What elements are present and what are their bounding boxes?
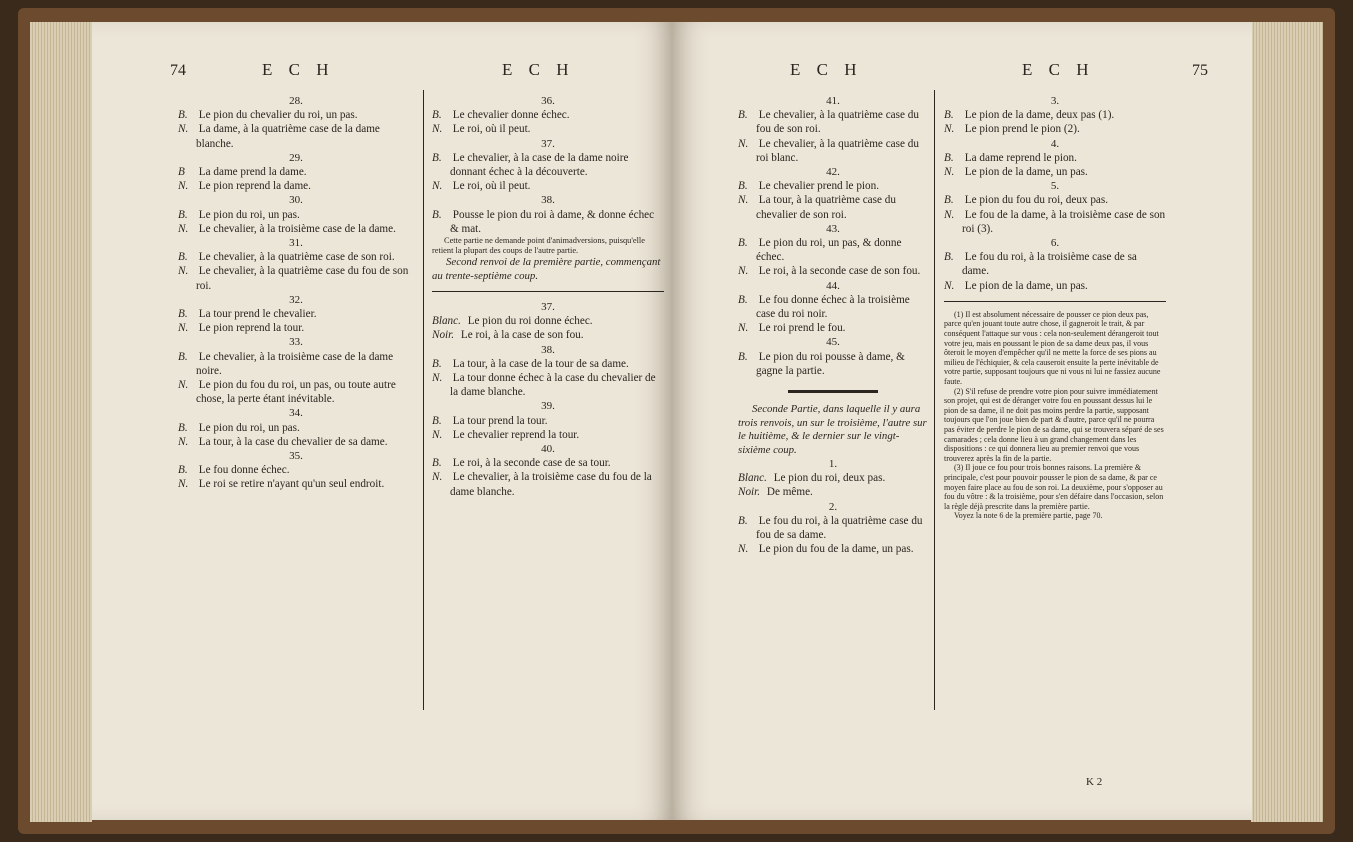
move-line: [432, 122, 664, 136]
move-line: [738, 485, 928, 499]
move-line: [944, 279, 1166, 293]
player-label: N.: [738, 194, 749, 207]
move-text: Le chevalier reprend la tour.: [450, 428, 580, 441]
player-label: B: [178, 166, 185, 179]
left-column-1: [178, 94, 414, 492]
move-number: 38.: [541, 343, 555, 356]
move-line: [738, 542, 928, 556]
move-line: [432, 414, 664, 428]
move-text: Le chevalier, à la troisième case de la dame.: [196, 222, 396, 235]
player-label: B.: [432, 357, 442, 370]
player-label: B.: [432, 109, 442, 122]
move-text: Le chevalier, à la quatrième case de son roi.: [196, 251, 395, 264]
move-number: 38.: [541, 194, 555, 207]
player-label: B.: [178, 251, 188, 264]
move-text: Le pion du chevalier du roi, un pas.: [196, 109, 358, 122]
player-label: N.: [738, 322, 749, 335]
move-text: Le chevalier, à la quatrième case du fou de son roi.: [756, 109, 919, 136]
move-text: De même.: [764, 486, 813, 499]
move-text: Le pion prend le pion (2).: [962, 123, 1080, 136]
move-text: Le roi, à la seconde case de sa tour.: [450, 457, 611, 470]
player-label: N.: [738, 137, 749, 150]
right-column-2: [944, 94, 1166, 521]
player-label: N.: [178, 265, 189, 278]
move-text: Le chevalier, à la troisième case du fou de la dame blanche.: [450, 471, 652, 498]
move-text: Le pion de la dame, un pas.: [962, 166, 1088, 179]
signature-mark: K 2: [1086, 776, 1103, 788]
page-edges-right: [1251, 22, 1323, 822]
player-label: N.: [944, 123, 955, 136]
player-label: N.: [178, 180, 189, 193]
move-number: 42.: [826, 166, 840, 179]
move-line: [944, 208, 1166, 236]
move-text: Le pion du roi, un pas, & donne échec.: [756, 237, 902, 264]
move-line: [432, 108, 664, 122]
player-label: B.: [178, 464, 188, 477]
page-edges-left: [30, 22, 92, 822]
move-line: [944, 165, 1166, 179]
move-number: 36.: [541, 95, 555, 107]
player-label: N.: [944, 279, 955, 292]
move-line: [178, 179, 414, 193]
move-line: [944, 108, 1166, 122]
page-number: 74: [170, 62, 186, 79]
player-label: N.: [432, 123, 443, 136]
right-page: [672, 22, 1252, 820]
player-label: B.: [944, 194, 954, 207]
move-text: La tour, à la quatrième case du chevalier de son roi.: [756, 194, 896, 221]
left-column-2: [432, 94, 664, 499]
player-label: B.: [178, 109, 188, 122]
player-label: N.: [178, 222, 189, 235]
player-label: B.: [178, 350, 188, 363]
footnote: Voyez la note 6 de la première partie, page 70.: [954, 511, 1103, 521]
move-number: 33.: [289, 336, 303, 349]
move-number: 28.: [289, 95, 303, 107]
move-line: [178, 378, 414, 406]
move-number: 30.: [289, 194, 303, 207]
move-text: Le fou du roi, à la quatrième case du fou de sa dame.: [756, 514, 923, 542]
running-header-right: E C H: [1022, 60, 1095, 79]
running-header-right: E C H: [502, 60, 575, 79]
move-text: Le roi, à la case de son fou.: [458, 329, 584, 342]
footnote: (3) Il joue ce fou pour trois bonnes raisons. La première & principale, c'est pour pouvoir pousser le pion de sa dame, & par ce moyen faire place au fou de son roi. La deuxième, pour s'opposer au fou du vôtre : & la troisième, pour s'en défaire dans l'occasion, selon la règle déjà prescrite dans la première partie.: [944, 463, 1164, 511]
player-label: N.: [944, 208, 955, 221]
move-text: Pousse le pion du roi à dame, & donne échec & mat.: [450, 208, 655, 235]
page-number: 75: [1192, 62, 1208, 79]
player-label: B.: [944, 109, 954, 122]
running-header-left: E C H: [262, 60, 335, 79]
move-text: Le pion reprend la tour.: [196, 322, 305, 335]
move-text: Le chevalier, à la quatrième case du fou de son roi.: [196, 265, 409, 292]
move-text: Le pion de la dame, deux pas (1).: [962, 109, 1115, 122]
move-line: [432, 151, 664, 179]
move-line: [738, 514, 928, 542]
section-ornament-rule: [788, 390, 878, 393]
move-line: [738, 350, 928, 378]
move-number: 34.: [289, 407, 303, 420]
player-label: B.: [178, 421, 188, 434]
move-line: [432, 371, 664, 399]
move-text: Le pion du roi, deux pas.: [770, 472, 886, 485]
section-rule: [944, 301, 1166, 302]
move-number: 1.: [828, 458, 838, 471]
move-text: Le fou donne échec à la troisième case du roi noir.: [756, 293, 910, 321]
move-number: 41.: [826, 95, 840, 107]
player-label: N.: [432, 471, 443, 484]
move-line: [738, 179, 928, 193]
move-line: [178, 208, 414, 222]
move-text: Le pion de la dame, un pas.: [962, 279, 1088, 292]
move-text: Le pion du fou du roi, un pas, ou toute autre chose, la perte étant inévitable.: [196, 379, 396, 406]
player-label: N.: [432, 180, 443, 193]
move-text: Le pion du roi donne échec.: [464, 315, 593, 328]
player-label: B.: [432, 414, 442, 427]
move-line: [432, 357, 664, 371]
move-number: 37.: [541, 137, 555, 150]
move-line: [432, 328, 664, 342]
player-label: Blanc.: [432, 315, 461, 328]
move-number: 4.: [1050, 137, 1060, 150]
move-line: [738, 471, 928, 485]
move-text: Le roi se retire n'ayant qu'un seul endroit.: [196, 478, 385, 491]
move-line: [432, 314, 664, 328]
player-label: Noir.: [432, 329, 455, 342]
move-text: Le chevalier prend le pion.: [756, 180, 880, 193]
move-line: [944, 193, 1166, 207]
player-label: B.: [738, 514, 748, 527]
commentary-note: Cette partie ne demande point d'animadversions, puisqu'elle retient la plupart des coups de l'autre partie.: [432, 236, 645, 256]
move-line: [432, 456, 664, 470]
player-label: B.: [432, 151, 442, 164]
running-header-left: E C H: [790, 60, 863, 79]
footnote: (2) S'il refuse de prendre votre pion pour suivre immédiatement son projet, qui est de déranger votre fou en poussant dessus lui le pion de sa dame, il ne doit pas moins perdre la partie, supposant toujours que l'on joue bien de part & d'autre, parce qu'il ne pourra pas éviter de perdre le pion de sa dame, qui se trouvera séparé de ses camarades ; cela donne lieu à un grand changement dans les dispositions : ce qui donnera lieu au premier renvoi que vous trouverez après la fin de la partie.: [944, 386, 1164, 463]
move-line: [178, 477, 414, 491]
player-label: N.: [944, 166, 955, 179]
player-label: B.: [432, 208, 442, 221]
move-number: 2.: [828, 500, 838, 513]
move-number: 39.: [541, 400, 555, 413]
move-number: 35.: [289, 450, 303, 463]
player-label: Noir.: [738, 486, 761, 499]
player-label: N.: [178, 123, 189, 136]
player-label: N.: [178, 478, 189, 491]
move-line: [178, 321, 414, 335]
move-line: [738, 108, 928, 136]
move-text: Le fou de la dame, à la troisième case de son roi (3).: [962, 208, 1166, 235]
player-label: N.: [178, 435, 189, 448]
move-text: Le chevalier donne échec.: [450, 109, 570, 122]
right-column-1: [738, 94, 928, 556]
player-label: N.: [178, 322, 189, 335]
move-text: Le fou donne échec.: [196, 464, 290, 477]
move-text: Le chevalier, à la case de la dame noire donnant échec à la découverte.: [450, 151, 629, 179]
player-label: B.: [178, 308, 188, 321]
move-line: [738, 137, 928, 165]
move-text: La tour prend le chevalier.: [196, 308, 317, 321]
move-text: Le pion du fou de la dame, un pas.: [756, 543, 914, 556]
move-line: [944, 250, 1166, 278]
player-label: B.: [944, 151, 954, 164]
move-text: Le pion du fou du roi, deux pas.: [962, 194, 1109, 207]
move-line: [178, 222, 414, 236]
move-line: [738, 193, 928, 221]
move-line: [178, 463, 414, 477]
section-heading: Second renvoi de la première partie, commençant au trente-septième coup.: [432, 256, 661, 282]
player-label: N.: [432, 428, 443, 441]
player-label: N.: [432, 372, 443, 385]
move-text: Le pion du roi pousse à dame, & gagne la partie.: [756, 350, 905, 377]
move-text: Le pion reprend la dame.: [196, 180, 311, 193]
move-line: [432, 208, 664, 236]
move-line: [432, 179, 664, 193]
player-label: B.: [178, 208, 188, 221]
move-text: Le roi, où il peut.: [450, 123, 531, 136]
move-number: 37.: [541, 301, 555, 314]
move-text: Le chevalier, à la quatrième case du roi blanc.: [756, 137, 919, 164]
player-label: B.: [944, 251, 954, 264]
move-text: Le roi prend le fou.: [756, 322, 846, 335]
player-label: Blanc.: [738, 472, 767, 485]
player-label: B.: [738, 293, 748, 306]
player-label: B.: [738, 237, 748, 250]
move-text: Le chevalier, à la troisième case de la dame noire.: [196, 350, 394, 377]
player-label: B.: [738, 350, 748, 363]
move-text: Le fou du roi, à la troisième case de sa dame.: [962, 251, 1137, 278]
move-line: [178, 250, 414, 264]
move-line: [178, 165, 414, 179]
move-text: Le pion du roi, un pas.: [196, 421, 300, 434]
section-rule: [432, 291, 664, 292]
move-line: [178, 264, 414, 292]
move-line: [432, 428, 664, 442]
move-number: 32.: [289, 293, 303, 306]
left-page: [92, 22, 672, 820]
move-text: Le roi, à la seconde case de son fou.: [756, 265, 921, 278]
move-line: [738, 236, 928, 264]
move-line: [738, 321, 928, 335]
move-line: [738, 264, 928, 278]
player-label: N.: [738, 543, 749, 556]
move-line: [178, 421, 414, 435]
move-line: [944, 122, 1166, 136]
move-text: Le pion du roi, un pas.: [196, 208, 300, 221]
player-label: B.: [432, 457, 442, 470]
move-text: La dame prend la dame.: [196, 166, 307, 179]
move-number: 31.: [289, 237, 303, 250]
footnote: (1) Il est absolument nécessaire de pousser ce pion deux pas, parce qu'en jouant toute autre chose, il gagneroit le trait, & par conséquent l'attaque sur vous : cela non-seulement dérangeroit tout votre jeu, mais en poussant le pion de sa dame deux pas, il vous ôteroit le moyen d'empêcher qu'il ne mette la force de ses pions au milieu de l'échiquier, & cela causeroit ensuite la perte inévitable de votre partie, supposant toujours que ni vous ni lui ne fassiez aucune faute.: [944, 309, 1161, 386]
move-number: 45.: [826, 336, 840, 349]
move-number: 5.: [1050, 180, 1060, 193]
move-text: La dame, à la quatrième case de la dame blanche.: [196, 123, 380, 150]
move-number: 40.: [541, 443, 555, 456]
move-text: La tour donne échec à la case du chevalier de la dame blanche.: [450, 372, 656, 399]
move-line: [738, 293, 928, 321]
move-line: [178, 435, 414, 449]
player-label: N.: [738, 265, 749, 278]
move-number: 43.: [826, 222, 840, 235]
move-number: 3.: [1050, 95, 1060, 107]
move-line: [178, 122, 414, 150]
move-number: 6.: [1050, 237, 1060, 250]
move-line: [178, 108, 414, 122]
move-text: La tour, à la case du chevalier de sa dame.: [196, 435, 388, 448]
move-number: 44.: [826, 279, 840, 292]
player-label: B.: [738, 180, 748, 193]
column-divider: [934, 90, 935, 710]
section-heading: Seconde Partie, dans laquelle il y aura trois renvois, un sur le troisième, l'autre sur le huitième, & le dernier sur le vingt-sixième coup.: [738, 403, 927, 456]
player-label: B.: [738, 109, 748, 122]
move-text: La tour prend la tour.: [450, 414, 548, 427]
move-number: 29.: [289, 151, 303, 164]
move-line: [432, 470, 664, 498]
move-line: [178, 350, 414, 378]
move-text: Le roi, où il peut.: [450, 180, 531, 193]
move-line: [944, 151, 1166, 165]
move-line: [178, 307, 414, 321]
move-text: La dame reprend le pion.: [962, 151, 1077, 164]
player-label: N.: [178, 379, 189, 392]
move-text: La tour, à la case de la tour de sa dame.: [450, 357, 629, 370]
column-divider: [423, 90, 424, 710]
